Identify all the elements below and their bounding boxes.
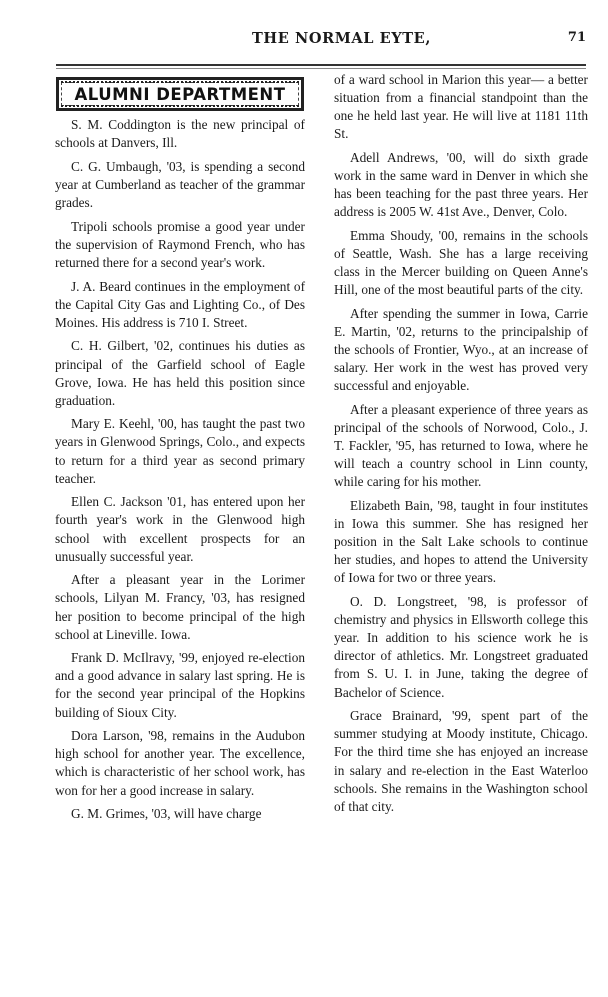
news-item: C. H. Gilbert, '02, continues his duties as principal of the Garfield school of Eagle Grove, Iowa. He has held this position since graduation. bbox=[55, 338, 305, 408]
news-item: After a pleasant year in the Lorimer schools, Lilyan M. Francy, '03, has resigned her position to become principal of the high school at Lineville. Iowa. bbox=[55, 572, 305, 642]
news-item: Grace Brainard, '99, spent part of the summer studying at Moody institute, Chicago. For the third time she has enjoyed an increase in salary and re-election in the East Waterloo schools. She remains in the Washington school of that city. bbox=[334, 708, 588, 814]
news-item-continued: of a ward school in Marion this year— a better situation from a financial standpoint than the one he held last year. He will live at 1181 11th St. bbox=[334, 72, 588, 142]
page-number: 71 bbox=[567, 30, 586, 45]
section-title: ALUMNI DEPARTMENT bbox=[74, 84, 286, 104]
news-item: G. M. Grimes, '03, will have charge bbox=[71, 806, 262, 822]
header-rule bbox=[56, 64, 586, 66]
right-column bbox=[334, 71, 588, 821]
news-item: Dora Larson, '98, remains in the Audubon high school for another year. The excellence, which is characteristic of her school work, has won for her a good increase in salary. bbox=[55, 728, 305, 798]
journal-title: THE NORMAL EYTE, bbox=[252, 30, 431, 47]
news-item: Adell Andrews, '00, will do sixth grade work in the same ward in Denver in which she has been teaching for the past three years. Her address is 2005 W. 41st Ave., Denver, Colo. bbox=[334, 149, 588, 220]
running-header bbox=[56, 30, 586, 50]
news-item: Tripoli schools promise a good year under the supervision of Raymond French, who has returned there for a second year's work. bbox=[55, 218, 305, 270]
news-item: Mary E. Keehl, '00, has taught the past two years in Glenwood Springs, Colo., and expects to return for a third year as second primary teacher. bbox=[55, 416, 305, 486]
news-item: C. G. Umbaugh, '03, is spending a second year at Cumberland as teacher of the grammar grades. bbox=[55, 158, 305, 210]
news-item: Elizabeth Bain, '98, taught in four institutes in Iowa this summer. She has resigned her position in the Salt Lake schools to continue her studies, and hopes to attend the University of Iowa for two or three years. bbox=[334, 498, 588, 586]
left-column bbox=[55, 116, 305, 829]
news-item: S. M. Coddington is the new principal of schools at Danvers, Ill. bbox=[55, 117, 305, 151]
news-item: After spending the summer in Iowa, Carrie E. Martin, '02, returns to the principalship of the schools of Frontier, Wyo., at an increase of salary. Her work in the west has proved very successful and enjoyable. bbox=[334, 305, 588, 394]
news-item: Ellen C. Jackson '01, has entered upon her fourth year's work in the Glenwood high school with excellent prospects for an unusually successful year. bbox=[55, 494, 305, 564]
news-item: J. A. Beard continues in the employment of the Capital City Gas and Lighting Co., of Des Moines. His address is 710 I. Street. bbox=[55, 278, 305, 330]
news-item: Frank D. McIlravy, '99, enjoyed re-election and a good advance in salary last spring. He is for the second year principal of the Hopkins building of Sioux City. bbox=[55, 650, 305, 720]
news-item: O. D. Longstreet, '98, is professor of chemistry and physics in Ellsworth college this year. In addition to his science work he is director of athletics. Mr. Longstreet graduated from S. U. I. in June, taking the degree of Bachelor of Science. bbox=[334, 594, 588, 700]
news-item: After a pleasant experience of three years as principal of the schools of Norwood, Colo., J. T. Fackler, '95, has returned to Iowa, where he will teach a country school in Linn county, while caring for his mother. bbox=[334, 401, 588, 490]
section-heading-box bbox=[56, 77, 304, 111]
news-item: Emma Shoudy, '00, remains in the schools of Seattle, Wash. She has a large receiving class in the Mercer building on Queen Anne's Hill, one of the most beautiful parts of the city. bbox=[334, 227, 588, 298]
header-rule-thin bbox=[56, 68, 586, 69]
